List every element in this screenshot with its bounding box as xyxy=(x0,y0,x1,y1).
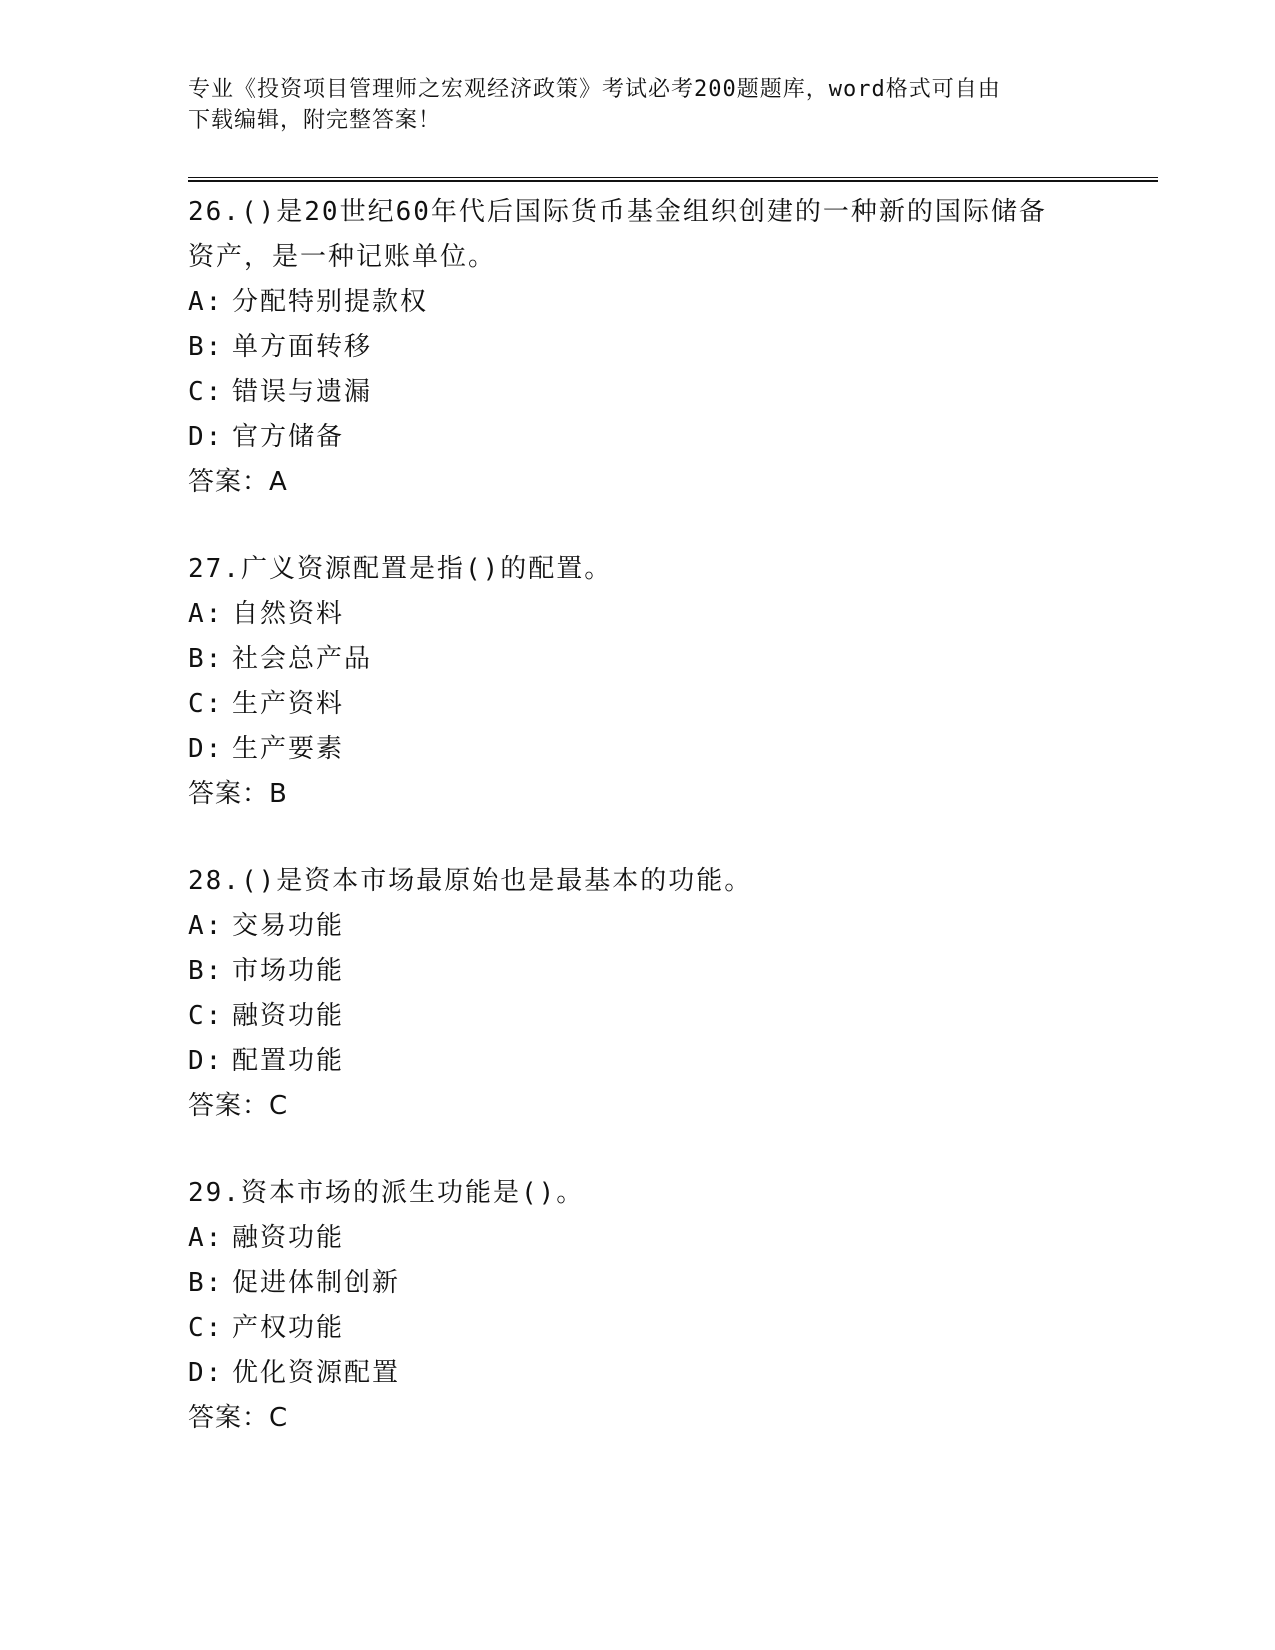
header-divider-thick xyxy=(188,180,1158,182)
option-text: 市场功能 xyxy=(232,956,345,986)
option-text: 自然资料 xyxy=(232,599,345,629)
option-d xyxy=(188,1351,1088,1396)
option-d xyxy=(188,1039,1088,1084)
option-key: C: xyxy=(188,1313,224,1343)
option-text: 优化资源配置 xyxy=(232,1358,401,1388)
option-key: D: xyxy=(188,1046,224,1076)
header-divider-thin xyxy=(188,177,1158,178)
option-key: B: xyxy=(188,956,224,986)
option-text: 融资功能 xyxy=(232,1223,345,1253)
option-key: A: xyxy=(188,287,224,317)
option-c xyxy=(188,370,1088,415)
question-26 xyxy=(188,190,1088,505)
option-text: 官方储备 xyxy=(232,422,345,452)
question-stem-line-2: 资产，是一种记账单位。 xyxy=(188,242,497,272)
question-list xyxy=(188,190,1088,1483)
option-text: 促进体制创新 xyxy=(232,1268,401,1298)
option-key: D: xyxy=(188,1358,224,1388)
option-key: A: xyxy=(188,1223,224,1253)
option-text: 错误与遗漏 xyxy=(232,377,373,407)
answer-line: 答案：B xyxy=(188,779,288,809)
question-stem-line-1: 26.()是20世纪60年代后国际货币基金组织创建的一种新的国际储备 xyxy=(188,197,1047,227)
header-line-1: 专业《投资项目管理师之宏观经济政策》考试必考200题题库，word格式可自由 xyxy=(188,77,1001,102)
option-c xyxy=(188,994,1088,1039)
option-key: C: xyxy=(188,1001,224,1031)
option-b xyxy=(188,949,1088,994)
document-header xyxy=(188,74,1068,136)
option-d xyxy=(188,727,1088,772)
answer-line: 答案：A xyxy=(188,467,288,497)
option-text: 融资功能 xyxy=(232,1001,345,1031)
question-stem xyxy=(188,1171,1088,1216)
option-text: 分配特别提款权 xyxy=(232,287,429,317)
option-a xyxy=(188,1216,1088,1261)
option-b xyxy=(188,637,1088,682)
option-text: 产权功能 xyxy=(232,1313,345,1343)
option-a xyxy=(188,592,1088,637)
option-key: D: xyxy=(188,734,224,764)
question-28 xyxy=(188,859,1088,1129)
question-27 xyxy=(188,547,1088,817)
option-text: 生产要素 xyxy=(232,734,345,764)
option-c xyxy=(188,682,1088,727)
question-stem-line-1: 27.广义资源配置是指()的配置。 xyxy=(188,554,613,584)
option-b xyxy=(188,1261,1088,1306)
option-text: 交易功能 xyxy=(232,911,345,941)
option-b xyxy=(188,325,1088,370)
option-key: B: xyxy=(188,332,224,362)
answer-line: 答案：C xyxy=(188,1403,289,1433)
option-key: D: xyxy=(188,422,224,452)
option-a xyxy=(188,280,1088,325)
question-stem xyxy=(188,547,1088,592)
option-key: B: xyxy=(188,1268,224,1298)
option-text: 单方面转移 xyxy=(232,332,373,362)
question-stem-line-1: 28.()是资本市场最原始也是最基本的功能。 xyxy=(188,866,753,896)
option-c xyxy=(188,1306,1088,1351)
option-a xyxy=(188,904,1088,949)
question-29 xyxy=(188,1171,1088,1441)
option-key: C: xyxy=(188,377,224,407)
option-key: A: xyxy=(188,599,224,629)
option-text: 社会总产品 xyxy=(232,644,373,674)
question-stem xyxy=(188,190,1088,280)
option-d xyxy=(188,415,1088,460)
question-stem-line-1: 29.资本市场的派生功能是()。 xyxy=(188,1178,585,1208)
option-key: C: xyxy=(188,689,224,719)
answer-line: 答案：C xyxy=(188,1091,289,1121)
option-key: A: xyxy=(188,911,224,941)
header-line-2: 下载编辑，附完整答案！ xyxy=(188,108,442,133)
option-text: 生产资料 xyxy=(232,689,345,719)
question-stem xyxy=(188,859,1088,904)
option-key: B: xyxy=(188,644,224,674)
option-text: 配置功能 xyxy=(232,1046,345,1076)
